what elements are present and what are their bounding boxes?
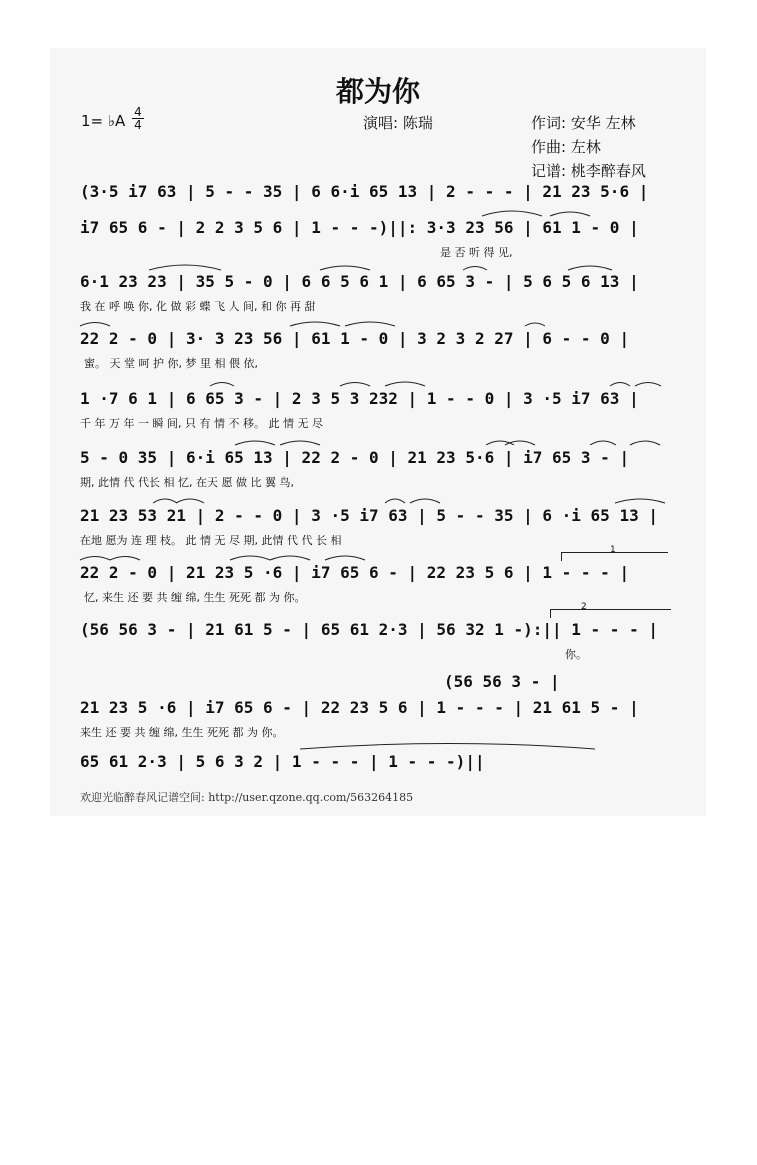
slur (463, 267, 487, 271)
score-row: 65 61 2·3 | 5 6 3 2 | 1 - - - | 1 - - -)|| (80, 752, 485, 771)
score-row: 22 2 - 0 | 3· 3 23 56 | 61 1 - 0 | 3 2 3 2 27 | 6 - - 0 | (80, 329, 630, 348)
slur (615, 499, 665, 503)
slur (630, 441, 660, 445)
time-sig-bottom: 4 (134, 118, 142, 132)
slur (149, 265, 221, 270)
score-row: 21 23 53 21 | 2 - - 0 | 3 ·5 i7 63 | 5 - - 35 | 6 ·i 65 13 | (80, 506, 658, 525)
lyric-row: 我 在 呼 唤 你, 化 做 彩 蝶 飞 人 间, 和 你 再 甜 (80, 300, 316, 313)
slur (230, 556, 270, 560)
lyricist-credit: 作词: 安华 左林 (531, 114, 636, 132)
transcriber-credit: 记谱: 桃李醉春风 (531, 162, 646, 180)
lyric-row: 是 否 听 得 见, (440, 246, 513, 259)
lyric-row: 在地 愿为 连 理 枝。 此 情 无 尽 期, 此情 代 代 长 相 (80, 534, 342, 547)
lyric-row: 千 年 万 年 一 瞬 间, 只 有 情 不 移。 此 情 无 尽 (80, 417, 323, 430)
ending-1-label: 1 (610, 545, 616, 555)
lyric-row: 来生 还 要 共 缠 绵, 生生 死死 都 为 你。 (80, 726, 284, 739)
slur (525, 323, 545, 326)
slur (290, 322, 340, 326)
song-title: 都为你 (335, 75, 420, 108)
slur (110, 557, 140, 561)
slur (568, 266, 612, 270)
score-row: (56 56 3 - | 21 61 5 - | 65 61 2·3 | 56 32 1 -):|| 1 - - - | (80, 620, 658, 639)
slur (345, 322, 395, 326)
slur (505, 441, 535, 445)
slur (235, 441, 275, 445)
score-row: (56 56 3 - | (444, 672, 560, 691)
key-signature: 1= ♭A (81, 112, 126, 130)
time-sig-top: 4 (132, 106, 144, 119)
lyric-row: 你。 (565, 648, 587, 661)
slur (270, 556, 310, 560)
slur (550, 212, 590, 216)
score-sheet (50, 48, 706, 816)
slur (80, 323, 110, 327)
slur (385, 499, 405, 503)
slur (590, 441, 616, 445)
slur (280, 441, 320, 445)
ending-2-label: 2 (581, 602, 587, 612)
lyric-row: 期, 此情 代 代长 相 忆, 在天 愿 做 比 翼 鸟, (80, 476, 294, 489)
slur (635, 383, 661, 387)
score-row: 21 23 5 ·6 | i7 65 6 - | 22 23 5 6 | 1 - - - | 21 61 5 - | (80, 698, 639, 717)
slur (320, 266, 370, 270)
composer-credit: 作曲: 左林 (531, 138, 601, 156)
slur (153, 499, 177, 503)
score-row: 22 2 - 0 | 21 23 5 ·6 | i7 65 6 - | 22 23 5 6 | 1 - - - | (80, 563, 630, 582)
slur (610, 383, 630, 387)
slur (80, 557, 110, 561)
slur (176, 499, 204, 503)
score-row: 1 ·7 6 1 | 6 65 3 - | 2 3 5 3 232 | 1 - - 0 | 3 ·5 i7 63 | (80, 389, 639, 408)
singer-credit: 演唱: 陈瑞 (363, 114, 433, 132)
score-row: 5 - 0 35 | 6·i 65 13 | 22 2 - 0 | 21 23 5·6 | i7 65 3 - | (80, 448, 630, 467)
slur (210, 383, 234, 387)
slur (325, 556, 365, 560)
lyric-row: 忆, 来生 还 要 共 缠 绵, 生生 死死 都 为 你。 (84, 591, 306, 604)
slur (482, 211, 542, 216)
slur-marks (50, 48, 706, 816)
slur (300, 744, 595, 750)
score-row: i7 65 6 - | 2 2 3 5 6 | 1 - - -)||: 3·3 23 56 | 61 1 - 0 | (80, 218, 639, 237)
slur (410, 499, 440, 503)
lyric-row: 蜜。 天 堂 呵 护 你, 梦 里 相 偎 依, (84, 357, 258, 370)
slur (340, 383, 370, 387)
slur (385, 382, 425, 386)
score-row: 6·1 23 23 | 35 5 - 0 | 6 6 5 6 1 | 6 65 3 - | 5 6 5 6 13 | (80, 272, 639, 291)
footer-note: 欢迎光临醉春风记谱空间: http://user.qzone.qq.com/563264185 (80, 791, 414, 804)
score-row: (3·5 i7 63 | 5 - - 35 | 6 6·i 65 13 | 2 - - - | 21 23 5·6 | (80, 182, 649, 201)
